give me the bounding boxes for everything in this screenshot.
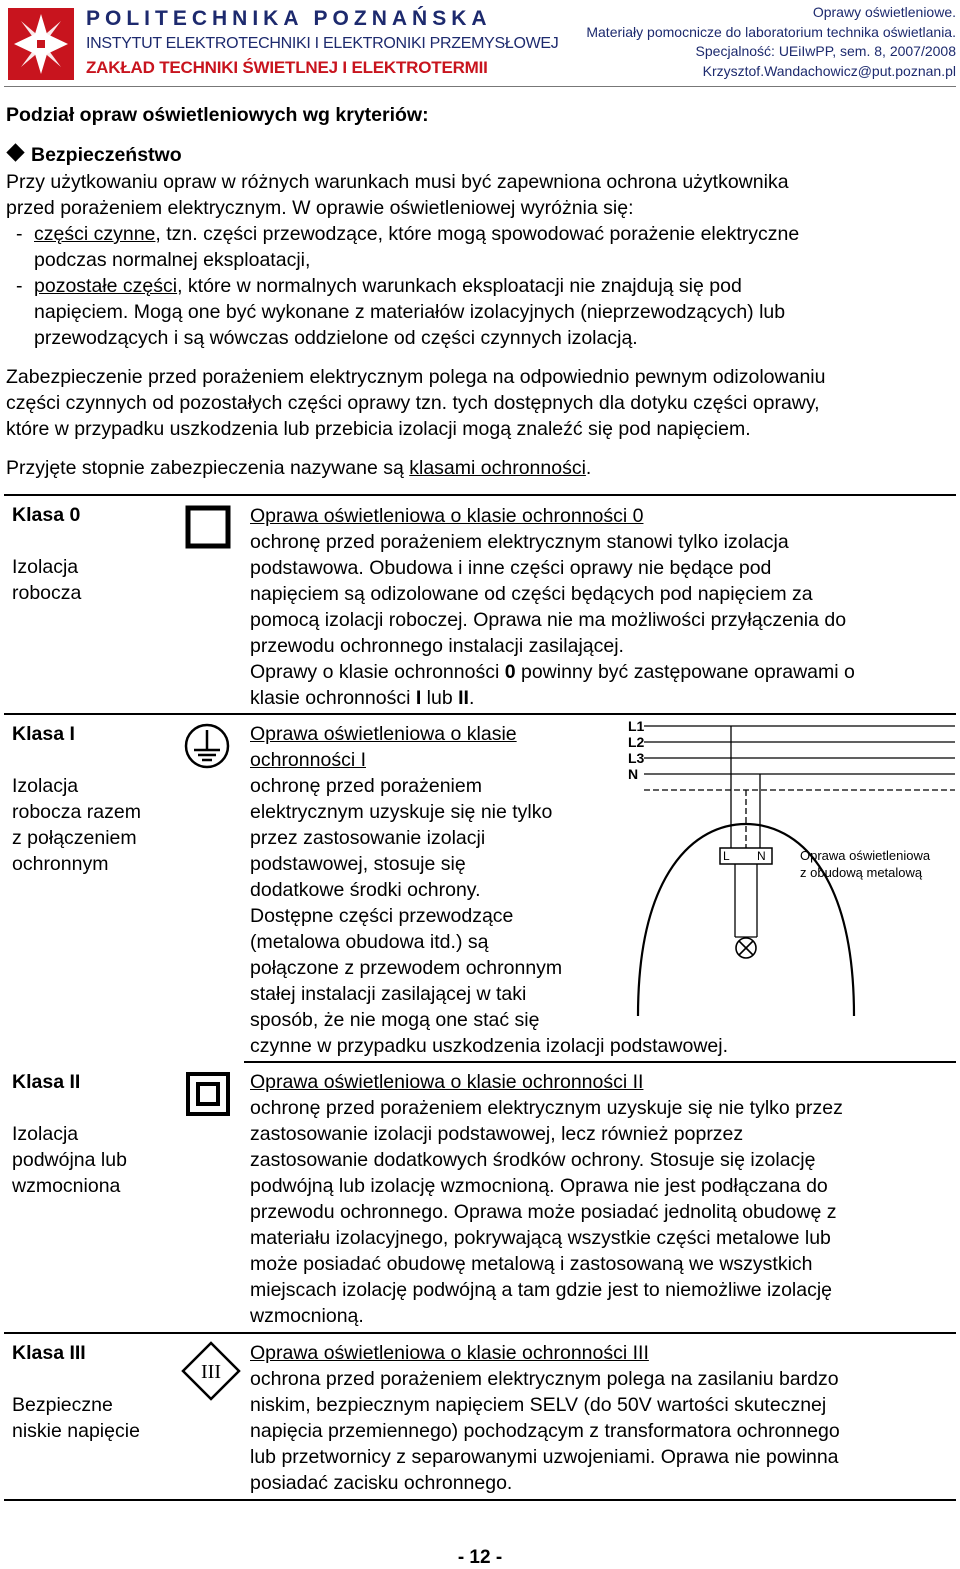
description-line: Dostępne części przewodzące <box>250 905 514 927</box>
subsection-label: Bezpieczeństwo <box>31 144 182 166</box>
subsection-title <box>6 144 182 167</box>
header-info <box>586 3 956 81</box>
class-3-label <box>12 1340 140 1444</box>
description-line: podstawowej, stosuje się <box>250 853 466 875</box>
description-line: pomocą izolacji roboczej. Oprawa nie ma możliwości przyłączenia do <box>250 609 847 631</box>
class-title: Oprawa oświetleniowa o klasie <box>250 723 517 745</box>
list-text: napięciem. Mogą one być wykonane z materiałów izolacyjnych (nieprzewodzących) lub <box>34 301 786 323</box>
class-title: Oprawa oświetleniowa o klasie ochronności II <box>250 1071 644 1093</box>
document-title: Oprawy oświetleniowe. <box>812 4 956 20</box>
description-line: podwójną lub izolację wzmocnioną. Oprawa nie jest podłączana do <box>250 1175 828 1197</box>
list-text: przewodzących i są wówczas oddzielone od części czynnych izolacją. <box>34 327 638 349</box>
description-line: niskim, bezpiecznym napięciem SELV (do 50V wartości skutecznej <box>250 1394 827 1416</box>
description-line: ochrona przed porażeniem elektrycznym polega na zasilaniu bardzo <box>250 1368 839 1390</box>
class-2-description <box>250 1069 843 1329</box>
description-line: podstawowa. Obudowa i inne części oprawy nie będące pod <box>250 557 772 579</box>
description-line: (metalowa obudowa itd.) są <box>250 931 489 953</box>
description-line: zastosowanie dodatkowych środków ochrony. Stosuje się izolację <box>250 1149 816 1171</box>
term-other-parts: pozostałe części <box>34 275 178 297</box>
description-line: czynne w przypadku uszkodzenia izolacji podstawowej. <box>250 1035 728 1057</box>
diagram-caption: Oprawa oświetleniowa <box>800 848 931 863</box>
paragraph-line: które w przypadku uszkodzenia lub przebicia izolacji mogą znaleźć się pod napięciem. <box>6 418 751 440</box>
description-line: lub przetwornicy z separowanymi uzwojeniami. Oprawa nie powinna <box>250 1446 839 1468</box>
description-line: przez zastosowanie izolacji <box>250 827 486 849</box>
table-rule <box>4 1499 956 1501</box>
class-name: Klasa III <box>12 1342 86 1364</box>
double-square-icon <box>185 1071 233 1117</box>
class-title: Oprawa oświetleniowa o klasie ochronności III <box>250 1342 649 1364</box>
description-line: ochronę przed porażeniem elektrycznym stanowi tylko izolacja <box>250 531 789 553</box>
list-item <box>6 221 954 273</box>
description-line: ochronę przed porażeniem <box>250 775 482 797</box>
class-desc: Bezpieczne <box>12 1394 113 1416</box>
description-line: przewodu ochronnego. Oprawa może posiadać jednolitą obudowę z <box>250 1201 837 1223</box>
institution-line3: ZAKŁAD TECHNIKI ŚWIETLNEJ I ELEKTROTERMII <box>86 58 488 77</box>
square-icon <box>185 505 233 549</box>
list-text: podczas normalnej eksploatacji, <box>34 249 311 271</box>
class-desc: Izolacja <box>12 1123 79 1145</box>
description-line: wzmocnioną. <box>250 1305 364 1327</box>
description-line: stałej instalacji zasilającej w taki <box>250 983 527 1005</box>
intro-paragraph <box>6 169 954 351</box>
list-text: , które w normalnych warunkach eksploatacji nie znajdują się pod <box>177 275 742 297</box>
classes-intro <box>6 455 954 481</box>
description-line: posiadać zacisku ochronnego. <box>250 1472 513 1494</box>
header-divider <box>4 86 956 87</box>
table-rule <box>4 1332 956 1334</box>
description-line: przewodu ochronnego instalacji zasilającej. <box>250 635 624 657</box>
class-desc: podwójna lub <box>12 1149 127 1171</box>
earth-icon <box>183 722 231 770</box>
wire-label-n: N <box>628 766 639 782</box>
diamond-iii-icon <box>180 1340 242 1402</box>
page-number: - 12 - <box>457 1547 503 1568</box>
description-line: połączone z przewodem ochronnym <box>250 957 563 979</box>
list-item <box>6 273 954 351</box>
institution-name <box>86 8 558 79</box>
description-line: napięcia przemiennego) pochodzącym z transformatora ochronnego <box>250 1420 840 1442</box>
list-dash: - <box>16 223 23 245</box>
paragraph-text: Przyjęte stopnie zabezpieczenia nazywane są <box>6 457 410 479</box>
class-title: ochronności I <box>250 749 366 771</box>
university-logo <box>6 6 76 82</box>
paragraph-text: . <box>585 457 592 479</box>
class-3-description <box>250 1340 840 1496</box>
description-line: może posiadać obudowę metalową i zastosowaną we wszystkich <box>250 1253 813 1275</box>
class-iii-numeral: III <box>201 1361 221 1383</box>
class-desc: niskie napięcie <box>12 1420 140 1442</box>
class-name: Klasa I <box>12 723 75 745</box>
class-name: Klasa 0 <box>12 504 81 526</box>
description-line: napięciem są odizolowane od części będących pod napięciem za <box>250 583 813 605</box>
terminal-n: N <box>757 849 766 863</box>
description-line: materiału izolacyjnego, pokrywającą wszystkie części metalowe lub <box>250 1227 831 1249</box>
section-title: Podział opraw oświetleniowych wg kryteriów: <box>6 104 429 126</box>
class-desc: robocza <box>12 582 82 604</box>
class-0-label <box>12 502 81 606</box>
institution-line2: INSTYTUT ELEKTROTECHNIKI I ELEKTRONIKI PRZEMYSŁOWEJ <box>86 35 559 52</box>
list-dash: - <box>16 275 23 297</box>
protection-paragraph <box>6 364 954 442</box>
description-line: zastosowanie izolacji podstawowej, lecz również poprzez <box>250 1123 744 1145</box>
class-2-label <box>12 1069 127 1199</box>
description-line: ochronę przed porażeniem elektrycznym uzyskuje się nie tylko przez <box>250 1097 843 1119</box>
luminaire-wiring-diagram <box>610 712 960 1052</box>
wire-label-l2: L2 <box>628 734 645 750</box>
class-desc: wzmocniona <box>12 1175 121 1197</box>
terminal-l: L <box>723 849 730 863</box>
class-name: Klasa II <box>12 1071 81 1093</box>
diagram-caption: z obudową metalową <box>800 865 923 880</box>
description-line: dodatkowe środki ochrony. <box>250 879 481 901</box>
class-desc: ochronnym <box>12 853 109 875</box>
description-line: klasie ochronności I lub II. <box>250 687 475 709</box>
description-line: miejscach izolację podwójną a tam gdzie jest to niemożliwe izolację <box>250 1279 833 1301</box>
document-subtitle: Materiały pomocnicze do laboratorium technika oświetlania. <box>586 23 956 40</box>
institution-line1: POLITECHNIKA POZNAŃSKA <box>86 7 492 30</box>
class-desc: robocza razem <box>12 801 141 823</box>
intro-line: przed porażeniem elektrycznym. W oprawie oświetleniowej wyróżnia się: <box>6 197 634 219</box>
author-email: Krzysztof.Wandachowicz@put.poznan.pl <box>702 62 956 79</box>
wire-label-l1: L1 <box>628 718 645 734</box>
bullet-diamond-icon <box>6 143 24 161</box>
class-desc: Izolacja <box>12 775 79 797</box>
paragraph-line: Zabezpieczenie przed porażeniem elektrycznym polega na odpowiednio pewnym odizolowaniu <box>6 366 826 388</box>
table-rule <box>244 1061 956 1063</box>
description-line: elektrycznym uzyskuje się nie tylko <box>250 801 553 823</box>
class-desc: Izolacja <box>12 556 79 578</box>
table-rule <box>4 494 956 496</box>
class-desc: z połączeniem <box>12 827 137 849</box>
wire-label-l3: L3 <box>628 750 645 766</box>
list-text: , tzn. części przewodzące, które mogą spowodować porażenie elektryczne <box>155 223 800 245</box>
paragraph-line: części czynnych od pozostałych części oprawy tzn. tych dostępnych dla dotyku części oprawy, <box>6 392 820 414</box>
class-0-description <box>250 503 855 711</box>
intro-line: Przy użytkowaniu opraw w różnych warunkach musi być zapewniona ochrona użytkownika <box>6 171 789 193</box>
class-title: Oprawa oświetleniowa o klasie ochronności 0 <box>250 505 644 527</box>
class-1-label <box>12 721 141 877</box>
description-line: sposób, że nie mogą one stać się <box>250 1009 540 1031</box>
term-active-parts: części czynne <box>34 223 156 245</box>
course-info: Specjalność: UEiIwPP, sem. 8, 2007/2008 <box>695 43 956 59</box>
description-line: Oprawy o klasie ochronności 0 powinny być zastępowane oprawami o <box>250 661 855 683</box>
term-protection-classes: klasami ochronności <box>409 457 586 479</box>
